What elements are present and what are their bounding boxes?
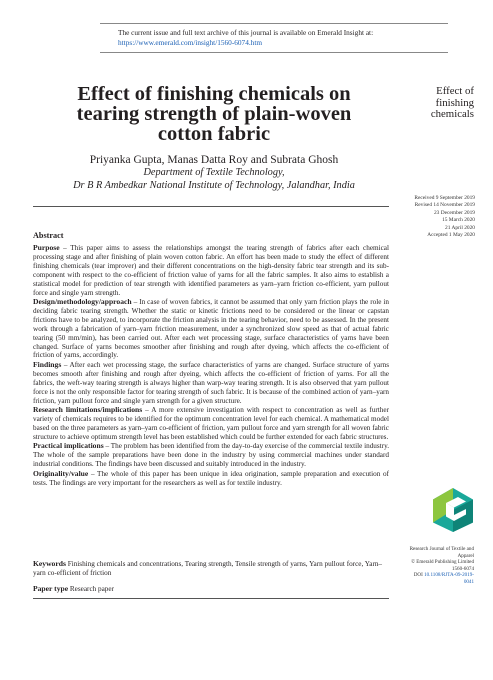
affiliation-department: Department of Textile Technology,	[143, 167, 285, 178]
abstract-practical-label: Practical implications	[33, 441, 104, 451]
abstract	[33, 231, 389, 488]
journal-url-link[interactable]: https://www.emerald.com/insight/1560-6074.htm	[118, 38, 263, 47]
availability-notice	[100, 23, 448, 53]
abstract-originality	[33, 470, 389, 488]
abstract-findings	[33, 361, 389, 406]
keywords-label: Keywords	[33, 559, 66, 568]
abstract-limitations-text: – A more extensive investigation with respect to concentration as well as further variety of chemicals requires to be identified for the optimum concentration level for each chemical. A mathematical model based on the three parameters as yarn–yarn co-efficient of friction, yarn pullout force and yarn strength for all woven fabric structure to achieve optimum strength level has been established which could be further extended for each fabric structures.	[33, 406, 389, 441]
running-title-line-2: finishing	[435, 96, 474, 109]
keywords	[33, 560, 389, 578]
keywords-text: Finishing chemicals and concentrations, Tearing strength, Tensile strength of yarns, Yarn pullout force, Yarn–yarn co-efficient of friction	[33, 560, 383, 577]
availability-notice-text: The current issue and full text archive of this journal is available on Emerald Insight at:	[118, 28, 374, 37]
journal-info	[404, 546, 474, 586]
author-list: Priyanka Gupta, Manas Datta Roy and Subrata Ghosh	[89, 154, 339, 166]
abstract-practical	[33, 442, 389, 469]
publisher-logo-icon	[432, 487, 474, 533]
paper-type-label: Paper type	[33, 584, 69, 593]
abstract-design	[33, 298, 389, 360]
abstract-originality-label: Originality/value	[33, 468, 89, 478]
header-divider	[33, 206, 389, 207]
journal-name-line-2: Apparel	[457, 552, 474, 559]
abstract-originality-text: – The whole of this paper has been unique in idea origination, sample preparation and execution of tests. The findings are very important for the researchers as well as for textile industry.	[33, 469, 389, 487]
affiliation-institute: Dr B R Ambedkar National Institute of Technology, Jalandhar, India	[73, 179, 355, 191]
abstract-design-label: Design/methodology/approach	[33, 297, 132, 307]
abstract-purpose-label: Purpose	[33, 243, 60, 252]
abstract-findings-text: – After each wet processing stage, the surface characteristics of yarns are changed. Surface structure of yarns becomes smooth after finishing and rough after dyeing, which affects the co-efficient of friction of yarns. For all the fabrics, the weft-way tearing strength is always higher than warp-way tearing strength. It is also observed that yarn pullout force is not the only responsible factor for tearing strength of such fabric. It is because of the combined action of yarn–yarn friction, yarn pullout force and single yarn strength for a given structure.	[33, 360, 389, 405]
date-revised-2: 23 December 2019	[433, 209, 475, 216]
date-revised-1: Revised 14 November 2019	[414, 202, 475, 209]
date-revised-4: 21 April 2020	[445, 224, 475, 231]
running-title-line-3: chemicals	[430, 108, 474, 120]
journal-name-line-1: Research Journal of Textile and	[409, 546, 474, 552]
doi-link[interactable]: 10.1108/RJTA-09-2019-0041	[424, 572, 474, 585]
abstract-purpose	[33, 244, 389, 297]
abstract-heading: Abstract	[33, 231, 64, 240]
abstract-design-text: – In case of woven fabrics, it cannot be assumed that only yarn friction plays the role in deciding fabric tearing strength. Whether the static or kinetic frictions need to be considered or the linear or capstan frictions have to be analyzed, to incorporate the friction analysis in the tearing behavior, need to be assessed. In the present work through a fabrication of yarn–yarn friction measurement, under a synchronized slow speed as that of actual fabric tearing (50 mm/min), has been carried out. After each wet processing stage, surface characteristics of yarns have been changed. Surface of yarns becomes smoother after finishing and rough after dyeing, which affects the co-efficient of friction of yarns, accordingly.	[33, 298, 389, 360]
abstract-purpose-text: – This paper aims to assess the relationships amongst the tearing strength of fabrics after each chemical processing stage and after finishing of plain woven cotton fabric. An effort has been made to study the effect of different finishing chemicals (tear improver) and their different concentrations on the high-density fabric tear strength and its sub-component with respect to the co-efficient of friction value of yarns for all the fabric samples. It also aims to establish a statistical model for prediction of tear strength with identified parameters as yarn–yarn friction co-efficient, yarn pullout force and single yarn strength.	[33, 244, 389, 297]
affiliation	[40, 167, 388, 192]
running-title-line-1: Effect of	[436, 85, 474, 97]
abstract-limitations-label: Research limitations/implications	[33, 405, 143, 415]
article-history	[396, 195, 475, 239]
journal-issn: 1560-6074	[451, 565, 474, 572]
paper-type-text: Research paper	[68, 585, 114, 593]
article-title-line-1: Effect of finishing chemicals on	[77, 83, 351, 105]
date-received: Received 9 September 2019	[414, 195, 475, 201]
date-revised-3: 15 March 2020	[442, 217, 475, 224]
journal-copyright: © Emerald Publishing Limited	[411, 559, 474, 566]
footer-divider	[33, 598, 389, 599]
abstract-limitations	[33, 406, 389, 442]
abstract-findings-label: Findings	[33, 359, 62, 369]
article-title	[40, 84, 388, 144]
running-title	[404, 86, 474, 121]
date-accepted: Accepted 1 May 2020	[427, 232, 475, 239]
journal-doi	[404, 572, 474, 585]
doi-label: DOI	[413, 572, 423, 579]
abstract-practical-text: – The problem has been identified from the day-to-day exercise of the commercial textile industry. The whole of the sample preparations have been done in the industry by using commercial machines under standard industrial conditions. The findings have been discussed and suitably introduced in the industry.	[33, 442, 389, 469]
paper-type	[33, 585, 389, 594]
article-title-line-2: tearing strength of plain-woven	[76, 103, 352, 125]
article-title-line-3: cotton fabric	[157, 123, 271, 145]
